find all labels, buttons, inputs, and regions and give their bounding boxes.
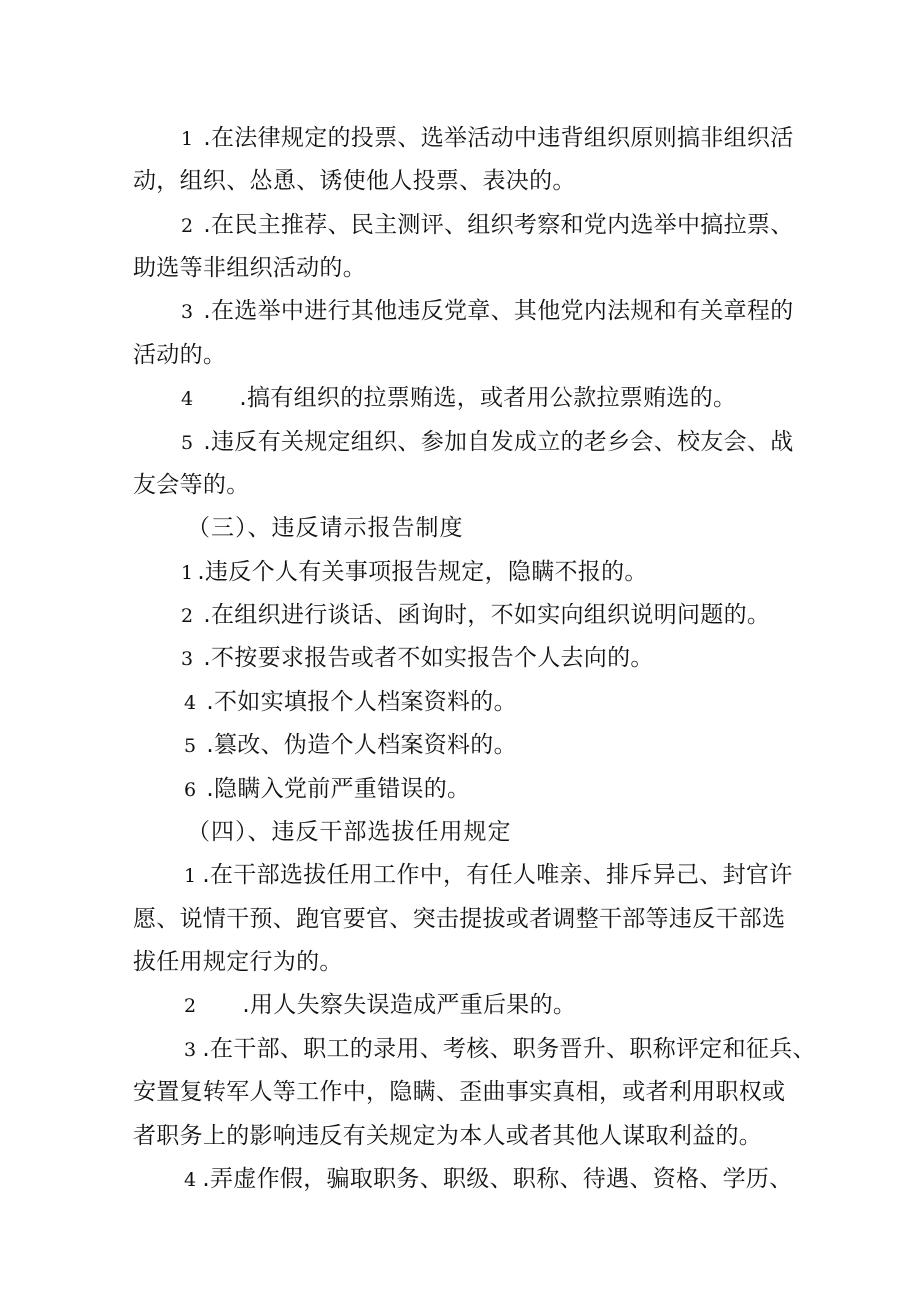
item-number: 6 bbox=[184, 779, 197, 801]
item-4 bbox=[184, 687, 517, 718]
item-3 bbox=[181, 643, 654, 674]
item-text: .在民主推荐、民主测评、组织考察和党内选举中搞拉票、 bbox=[203, 212, 794, 238]
item-text: 活动的。 bbox=[133, 342, 227, 368]
item-1-line-2 bbox=[133, 904, 785, 934]
item-3-line-2 bbox=[133, 1077, 785, 1107]
item-3-line-2 bbox=[133, 340, 226, 370]
item-text: .隐瞒入党前严重错误的。 bbox=[206, 776, 471, 802]
item-text: .在选举中进行其他违反党章、其他党内法规和有关章程的 bbox=[203, 298, 794, 324]
item-number: 2 bbox=[181, 605, 194, 627]
item-1-line-3 bbox=[133, 947, 343, 977]
item-text: .不如实填报个人档案资料的。 bbox=[206, 689, 517, 715]
item-text: .在组织进行谈话、函询时，不如实向组织说明问题的。 bbox=[203, 602, 771, 628]
item-1-line-2 bbox=[133, 166, 576, 196]
item-text: .搞有组织的拉票贿选，或者用公款拉票贿选的。 bbox=[239, 385, 737, 411]
item-6 bbox=[184, 774, 470, 805]
section-heading: （三）、违反请示报告制度 bbox=[187, 515, 464, 541]
item-text: 安置复转军人等工作中，隐瞒、歪曲事实真相，或者利用职权或 bbox=[133, 1079, 786, 1105]
item-1 bbox=[181, 557, 648, 588]
item-5-line-2 bbox=[133, 470, 250, 500]
item-text: .用人失察失误造成严重后果的。 bbox=[242, 992, 577, 1018]
item-text: .在干部选拔任用工作中，有任人唯亲、排斥异己、封官许 bbox=[202, 862, 793, 888]
item-number: 4 bbox=[184, 1169, 197, 1191]
item-2 bbox=[181, 600, 770, 631]
item-number: 2 bbox=[184, 995, 197, 1017]
item-number: 4 bbox=[181, 388, 194, 410]
item-text: .弄虚作假，骗取职务、职级、职称、待遇、资格、学历、 bbox=[202, 1166, 793, 1192]
item-text: .不按要求报告或者不如实报告个人去向的。 bbox=[203, 645, 654, 671]
item-5 bbox=[184, 730, 517, 761]
item-text: .违反有关规定组织、参加自发成立的老乡会、校友会、战 bbox=[203, 429, 794, 455]
item-number: 3 bbox=[184, 1039, 197, 1061]
item-number: 3 bbox=[181, 301, 194, 323]
item-text: 动，组织、怂恿、诱使他人投票、表决的。 bbox=[133, 168, 576, 194]
item-number: 2 bbox=[181, 215, 194, 237]
item-text: 友会等的。 bbox=[133, 472, 250, 498]
item-number: 1 bbox=[181, 562, 194, 584]
item-number: 5 bbox=[184, 735, 197, 757]
item-4-line-1 bbox=[184, 1164, 793, 1195]
item-3-line-1 bbox=[181, 296, 794, 327]
item-text: 拔任用规定行为的。 bbox=[133, 949, 343, 975]
item-text: .在法律规定的投票、选举活动中违背组织原则搞非组织活 bbox=[203, 125, 794, 151]
item-text: 者职务上的影响违反有关规定为本人或者其他人谋取利益的。 bbox=[133, 1123, 763, 1149]
item-2-line-2 bbox=[133, 253, 366, 283]
item-text: 愿、说情干预、跑官要官、突击提拔或者调整干部等违反干部选 bbox=[133, 906, 786, 932]
item-3-line-1 bbox=[184, 1034, 816, 1065]
item-2 bbox=[184, 990, 576, 1021]
item-4-line-1 bbox=[181, 383, 736, 414]
item-text: .篡改、伪造个人档案资料的。 bbox=[206, 732, 517, 758]
item-text: .违反个人有关事项报告规定，隐瞒不报的。 bbox=[197, 559, 648, 585]
item-5-line-1 bbox=[181, 427, 794, 458]
item-number: 4 bbox=[184, 692, 197, 714]
item-text: .在干部、职工的录用、考核、职务晋升、职称评定和征兵、 bbox=[202, 1036, 816, 1062]
item-1-line-1 bbox=[184, 860, 793, 891]
item-number: 1 bbox=[184, 865, 197, 887]
item-2-line-1 bbox=[181, 210, 794, 241]
item-text: 助选等非组织活动的。 bbox=[133, 255, 366, 281]
item-1-line-1 bbox=[181, 123, 794, 154]
item-number: 1 bbox=[181, 128, 194, 150]
item-number: 3 bbox=[181, 648, 194, 670]
section-heading: （四）、违反干部选拔任用规定 bbox=[187, 819, 512, 845]
item-3-line-3 bbox=[133, 1121, 762, 1151]
item-number: 5 bbox=[181, 432, 194, 454]
